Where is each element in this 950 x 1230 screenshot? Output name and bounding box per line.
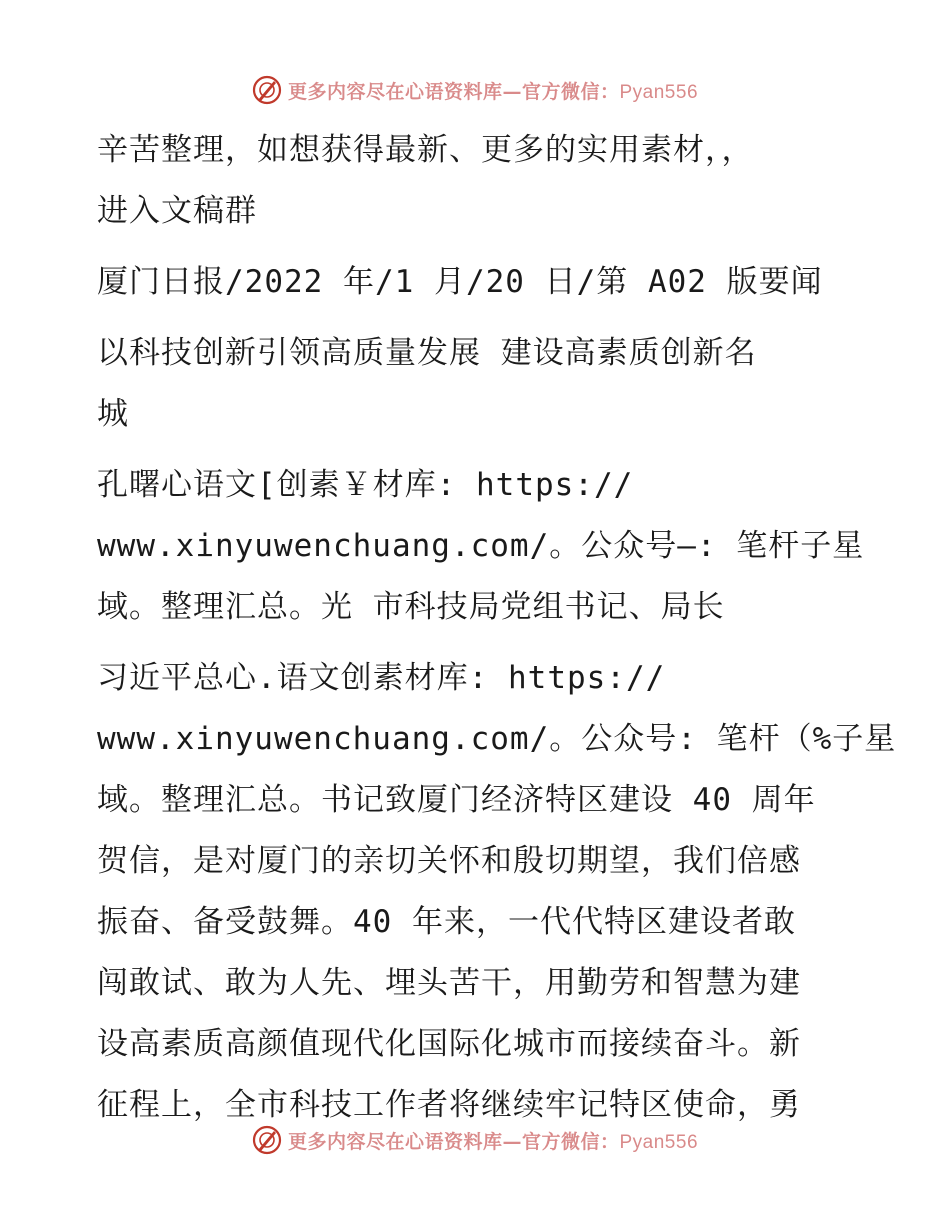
text-line: 孔曙心语文[创素￥材库: https://: [97, 467, 634, 503]
paragraph: [97, 323, 857, 445]
header-banner-text: 更多内容尽在心语资料库—官方微信：Pyan556: [287, 80, 699, 103]
text-line: 辛苦整理，如想获得最新、更多的实用素材，，: [97, 132, 754, 168]
paragraph: [97, 252, 857, 313]
paragraph: [97, 648, 897, 1136]
text-line: 进入文稿群: [97, 193, 257, 229]
text-line: 闯敢试、敢为人先、埋头苦干，用勤劳和智慧为建: [97, 965, 801, 1001]
paragraph: [97, 120, 857, 242]
text-line: 贺信，是对厦门的亲切关怀和殷切期望，我们倍感: [97, 843, 801, 879]
text-line: 域。整理汇总。书记致厦门经济特区建设 40 周年: [97, 782, 816, 818]
paragraph: [97, 455, 865, 638]
footer-banner: [0, 1123, 950, 1157]
text-line: 城: [97, 396, 129, 432]
footer-banner-text: 更多内容尽在心语资料库—官方微信：Pyan556: [287, 1130, 699, 1153]
text-line: 域。整理汇总。光 市科技局党组书记、局长: [97, 589, 725, 625]
text-line: 以科技创新引领高质量发展 建设高素质创新名: [97, 335, 757, 371]
text-line: 设高素质高颜值现代化国际化城市而接续奋斗。新: [97, 1026, 801, 1062]
text-line: www.xinyuwenchuang.com/。公众号—: 笔杆子星: [97, 528, 865, 564]
text-line: 厦门日报/2022 年/1 月/20 日/第 A02 版要闻: [97, 264, 823, 300]
text-line: 习近平总心.语文创素材库: https://: [97, 660, 666, 696]
header-banner: [0, 73, 950, 107]
text-line: 振奋、备受鼓舞。40 年来，一代代特区建设者敢: [97, 904, 796, 940]
quill-logo-icon: [252, 75, 282, 105]
text-line: 征程上，全市科技工作者将继续牢记特区使命，勇: [97, 1087, 801, 1123]
document-body: [97, 120, 897, 1136]
text-line: www.xinyuwenchuang.com/。公众号: 笔杆（%子星: [97, 721, 897, 757]
quill-logo-icon: [252, 1125, 282, 1155]
